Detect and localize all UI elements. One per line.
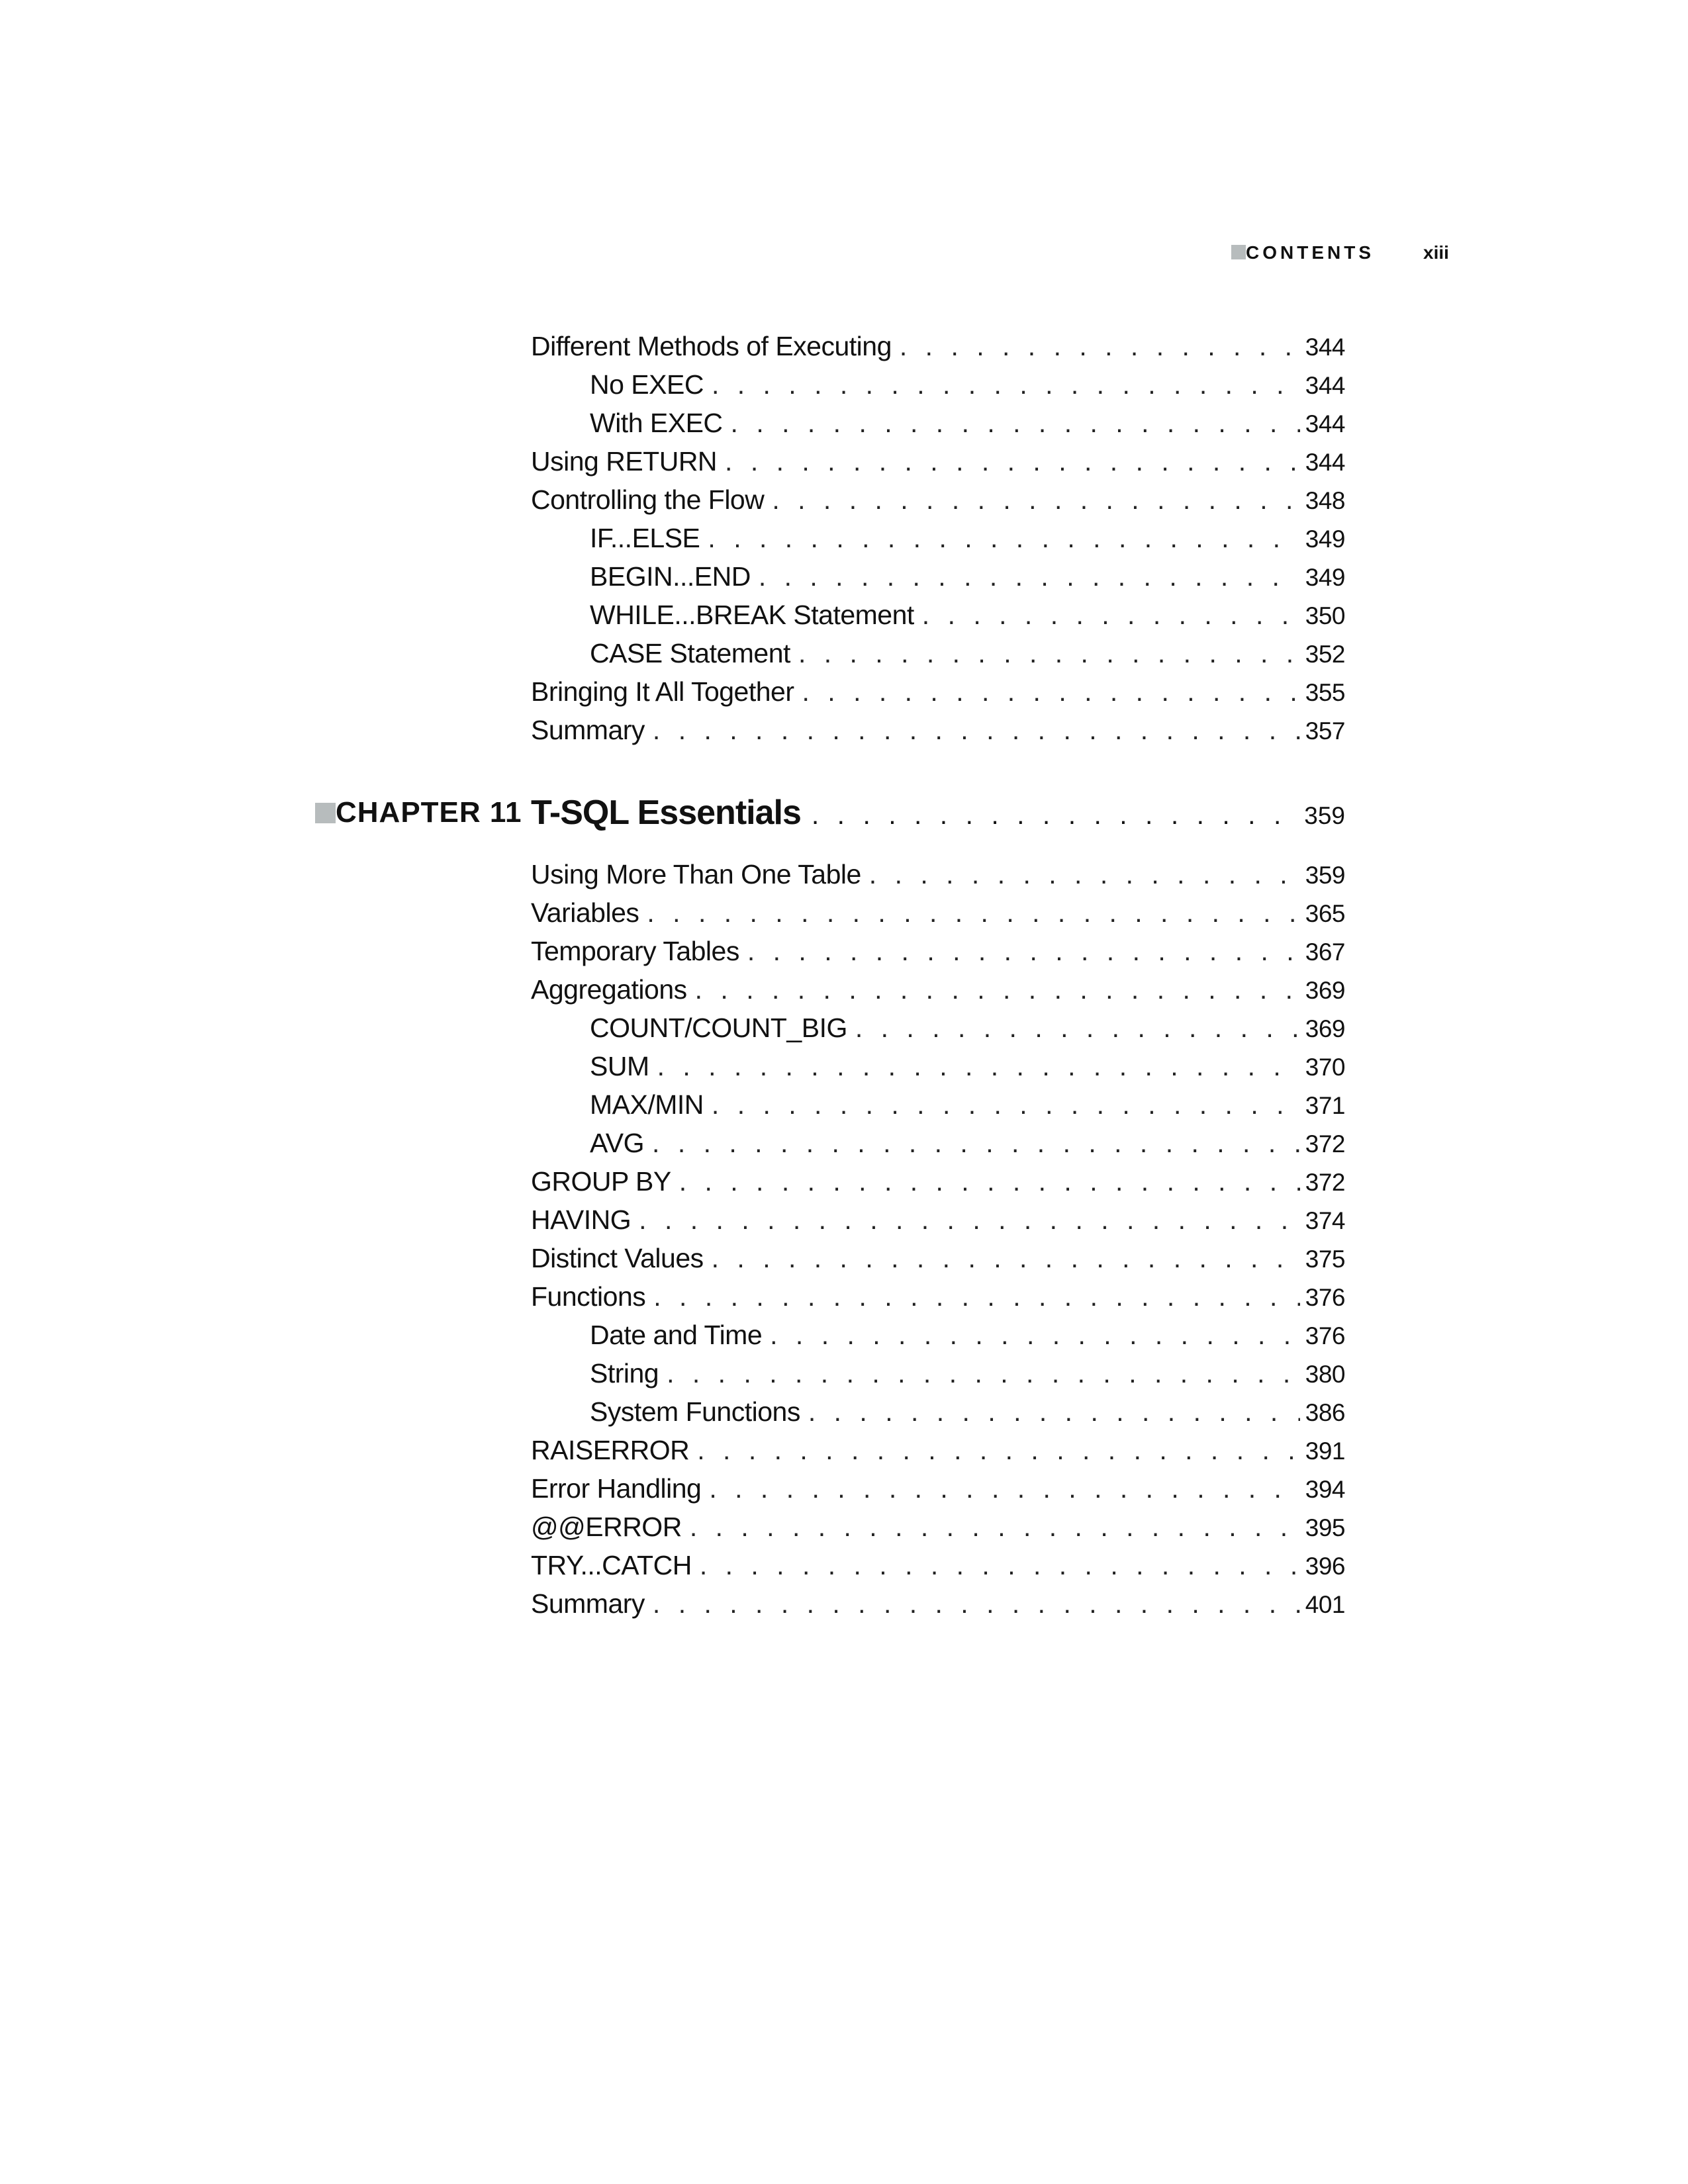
dot-leader (812, 794, 1299, 836)
entry-page: 380 (1305, 1361, 1345, 1388)
dot-leader (731, 404, 1300, 442)
dot-leader (679, 1162, 1300, 1201)
entry-page: 386 (1305, 1399, 1345, 1426)
toc-subentry[interactable] (531, 1124, 1345, 1162)
entry-page: 367 (1305, 938, 1345, 966)
running-head (1231, 241, 1456, 267)
toc-entry[interactable] (531, 1277, 1345, 1316)
dot-leader (712, 1239, 1300, 1277)
entry-title: CASE Statement (590, 638, 790, 668)
entry-title: WHILE...BREAK Statement (590, 600, 914, 630)
toc-entry[interactable] (531, 480, 1345, 519)
entry-page: 355 (1305, 679, 1345, 706)
chapter-page: 359 (1304, 802, 1345, 829)
dot-leader (759, 557, 1300, 596)
entry-title: Different Methods of Executing (531, 331, 892, 361)
entry-page: 357 (1305, 717, 1345, 745)
entry-title: COUNT/COUNT_BIG (590, 1013, 847, 1043)
toc-entry[interactable] (531, 855, 1345, 893)
toc-subentry[interactable] (531, 1009, 1345, 1047)
dot-leader (808, 1392, 1300, 1431)
entry-page: 350 (1305, 602, 1345, 629)
chapter-entry[interactable] (531, 792, 1345, 834)
entry-page: 401 (1305, 1591, 1345, 1618)
toc-subentry[interactable] (531, 596, 1345, 634)
dot-leader (798, 634, 1300, 672)
dot-leader (697, 1431, 1300, 1469)
dot-leader (709, 1469, 1299, 1508)
toc-entry[interactable] (531, 1469, 1345, 1508)
dot-leader (653, 1277, 1300, 1316)
dot-leader (802, 672, 1300, 711)
dot-leader (639, 1201, 1300, 1239)
dot-leader (712, 365, 1300, 404)
entry-title: AVG (590, 1128, 645, 1158)
toc-entry[interactable] (531, 442, 1345, 480)
toc-entry[interactable] (531, 893, 1345, 932)
toc-entry[interactable] (531, 1201, 1345, 1239)
toc-entry[interactable] (531, 1546, 1345, 1584)
entry-title: Controlling the Flow (531, 484, 765, 515)
entry-title: Temporary Tables (531, 936, 739, 966)
toc-entry[interactable] (531, 932, 1345, 970)
dot-leader (772, 480, 1299, 519)
toc-subentry[interactable] (531, 1316, 1345, 1354)
entry-page: 374 (1305, 1207, 1345, 1234)
entry-title: Error Handling (531, 1473, 702, 1504)
entry-page: 371 (1305, 1092, 1345, 1119)
toc-entry[interactable] (531, 711, 1345, 749)
entry-title: Date and Time (590, 1320, 763, 1350)
dot-leader (690, 1508, 1300, 1546)
entry-title: No EXEC (590, 369, 704, 400)
entry-title: Distinct Values (531, 1243, 704, 1273)
entry-page: 352 (1305, 641, 1345, 668)
dot-leader (770, 1316, 1300, 1354)
dot-leader (647, 893, 1299, 932)
entry-title: TRY...CATCH (531, 1550, 692, 1580)
entry-page: 375 (1305, 1246, 1345, 1273)
dot-leader (900, 327, 1300, 365)
dot-leader (653, 1584, 1300, 1623)
entry-title: Using RETURN (531, 446, 718, 477)
entry-page: 344 (1305, 449, 1345, 476)
dot-leader (708, 519, 1299, 557)
toc-entry[interactable] (531, 1431, 1345, 1469)
entry-title: IF...ELSE (590, 523, 700, 553)
entry-title: RAISERROR (531, 1435, 690, 1465)
chapter-heading (315, 792, 1345, 834)
toc-entry[interactable] (531, 327, 1345, 365)
page-number: xiii (1423, 242, 1449, 263)
entry-page: 344 (1305, 372, 1345, 399)
entry-page: 391 (1305, 1437, 1345, 1465)
chapter-title: T-SQL Essentials (531, 794, 801, 832)
entry-page: 344 (1305, 334, 1345, 361)
entry-title: Variables (531, 897, 639, 928)
dot-leader (855, 1009, 1300, 1047)
entry-page: 359 (1305, 862, 1345, 889)
entry-page: 372 (1305, 1130, 1345, 1158)
toc-subentry[interactable] (531, 557, 1345, 596)
entry-page: 349 (1305, 525, 1345, 553)
entry-title: Summary (531, 1588, 645, 1619)
entry-page: 376 (1305, 1322, 1345, 1349)
entry-title: String (590, 1358, 659, 1388)
toc-subentry[interactable] (531, 634, 1345, 672)
toc-entry[interactable] (531, 1508, 1345, 1546)
dot-leader (712, 1085, 1300, 1124)
entry-title: Aggregations (531, 974, 687, 1005)
dot-leader (922, 596, 1300, 634)
toc-subentry[interactable] (531, 365, 1345, 404)
toc-list-chapter (531, 855, 1345, 1623)
entry-page: 394 (1305, 1476, 1345, 1503)
toc-subentry[interactable] (531, 1047, 1345, 1085)
toc-entry[interactable] (531, 1239, 1345, 1277)
square-bullet-icon (315, 803, 336, 823)
toc-subentry[interactable] (531, 519, 1345, 557)
entry-title: Functions (531, 1281, 646, 1312)
toc-entry[interactable] (531, 1584, 1345, 1623)
dot-leader (747, 932, 1300, 970)
toc-entry[interactable] (531, 970, 1345, 1009)
entry-title: SUM (590, 1051, 649, 1081)
entry-title: @@ERROR (531, 1512, 682, 1542)
entry-title: Summary (531, 715, 645, 745)
entry-title: With EXEC (590, 408, 723, 438)
dot-leader (869, 855, 1300, 893)
dot-leader (725, 442, 1300, 480)
toc-subentry[interactable] (531, 1354, 1345, 1392)
toc-subentry[interactable] (531, 1392, 1345, 1431)
toc-subentry[interactable] (531, 1085, 1345, 1124)
entry-page: 370 (1305, 1054, 1345, 1081)
entry-page: 395 (1305, 1514, 1345, 1541)
toc-subentry[interactable] (531, 404, 1345, 442)
dot-leader (667, 1354, 1300, 1392)
square-bullet-icon (1231, 245, 1246, 259)
entry-page: 344 (1305, 410, 1345, 437)
entry-title: Using More Than One Table (531, 859, 861, 889)
entry-title: GROUP BY (531, 1166, 671, 1197)
entry-title: Bringing It All Together (531, 676, 794, 707)
toc-list-top (531, 327, 1345, 749)
dot-leader (653, 711, 1300, 749)
chapter-label: CHAPTER 11 (336, 796, 522, 829)
entry-title: MAX/MIN (590, 1089, 704, 1120)
entry-page: 396 (1305, 1553, 1345, 1580)
entry-page: 365 (1305, 900, 1345, 927)
dot-leader (652, 1124, 1300, 1162)
dot-leader (657, 1047, 1300, 1085)
entry-title: BEGIN...END (590, 561, 751, 592)
toc-entry[interactable] (531, 1162, 1345, 1201)
dot-leader (695, 970, 1300, 1009)
entry-page: 369 (1305, 977, 1345, 1004)
entry-page: 348 (1305, 487, 1345, 514)
entry-page: 349 (1305, 564, 1345, 591)
entry-title: HAVING (531, 1205, 632, 1235)
entry-title: System Functions (590, 1396, 800, 1427)
entry-page: 376 (1305, 1284, 1345, 1311)
running-head-label: CONTENTS (1246, 242, 1374, 263)
entry-page: 372 (1305, 1169, 1345, 1196)
toc-entry[interactable] (531, 672, 1345, 711)
entry-page: 369 (1305, 1015, 1345, 1042)
dot-leader (700, 1546, 1300, 1584)
